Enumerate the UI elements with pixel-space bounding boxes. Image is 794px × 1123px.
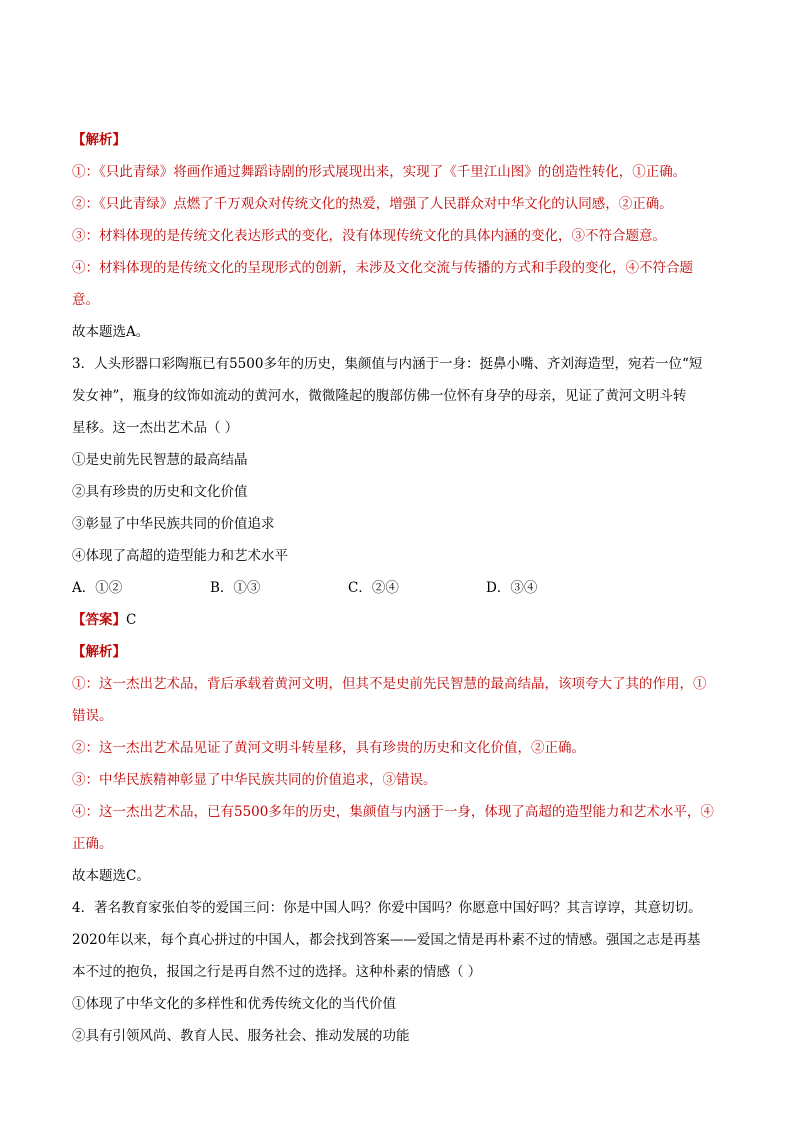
option-d: D．③④ [486,580,538,596]
analysis-line: 正确。 [72,836,113,852]
question-item: ②具有引领风尚、教育人民、服务社会、推动发展的功能 [72,1028,410,1044]
analysis-line: ④：材料体现的是传统文化的呈现形式的创新，未涉及文化交流与传播的方式和手段的变化，④不符合题 [72,260,693,276]
option-b: B．①③ [210,580,261,596]
question-stem: 3．人头形器口彩陶瓶已有5500多年的历史，集颜值与内涵于一身：挺鼻小嘴、齐刘海造型，宛若一位“短 [72,356,703,372]
question-stem: 发女神”，瓶身的纹饰如流动的黄河水，微微隆起的腹部仿佛一位怀有身孕的母亲，见证了黄河文明斗转 [72,388,687,404]
question-stem: 4．著名教育家张伯苓的爱国三问：你是中国人吗？你爱中国吗？你愿意中国好吗？其言谆谆，其意切切。 [72,900,702,916]
question-stem: 2020年以来，每个真心拼过的中国人，都会找到答案——爱国之情是再朴素不过的情感。强国之志是再基 [72,932,701,948]
answer-options [72,578,722,598]
answer-label: 【答案】 [72,612,126,628]
analysis-line: 错误。 [72,708,113,724]
analysis-label: 【解析】 [72,132,126,148]
question-stem: 星移。这一杰出艺术品（ ） [72,420,239,436]
question-item: ①体现了中华文化的多样性和优秀传统文化的当代价值 [72,996,396,1012]
answer-row [72,610,722,630]
question-item: ④体现了高超的造型能力和艺术水平 [72,548,288,564]
question-item: ③彰显了中华民族共同的价值追求 [72,516,275,532]
analysis-line: ③：材料体现的是传统文化表达形式的变化，没有体现传统文化的具体内涵的变化，③不符合题意。 [72,228,666,244]
option-c: C．②④ [348,580,399,596]
conclusion-text: 故本题选C。 [72,868,150,884]
question-item: ①是史前先民智慧的最高结晶 [72,452,248,468]
analysis-line: ③：中华民族精神彰显了中华民族共同的价值追求，③错误。 [72,772,437,788]
option-a: A．①② [72,580,123,596]
analysis-line: ②：这一杰出艺术品见证了黄河文明斗转星移，具有珍贵的历史和文化价值，②正确。 [72,740,585,756]
conclusion-text: 故本题选A。 [72,324,150,340]
analysis-label: 【解析】 [72,644,126,660]
analysis-line: 意。 [72,292,99,308]
analysis-line: ②：《只此青绿》点燃了千万观众对传统文化的热爱，增强了人民群众对中华文化的认同感，②正确。 [72,196,673,212]
analysis-line: ①：《只此青绿》将画作通过舞蹈诗剧的形式展现出来，实现了《千里江山图》的创造性转化，①正确。 [72,164,687,180]
analysis-line: ①：这一杰出艺术品，背后承载着黄河文明，但其不是史前先民智慧的最高结晶，该项夸大了其的作用，① [72,676,707,692]
analysis-line: ④：这一杰出艺术品，已有5500多年的历史，集颜值与内涵于一身，体现了高超的造型能力和艺术水平，④ [72,804,714,820]
question-stem: 本不过的抱负，报国之行是再自然不过的选择。这种朴素的情感（ ） [72,964,482,980]
question-item: ②具有珍贵的历史和文化价值 [72,484,248,500]
answer-value: C [126,612,137,628]
